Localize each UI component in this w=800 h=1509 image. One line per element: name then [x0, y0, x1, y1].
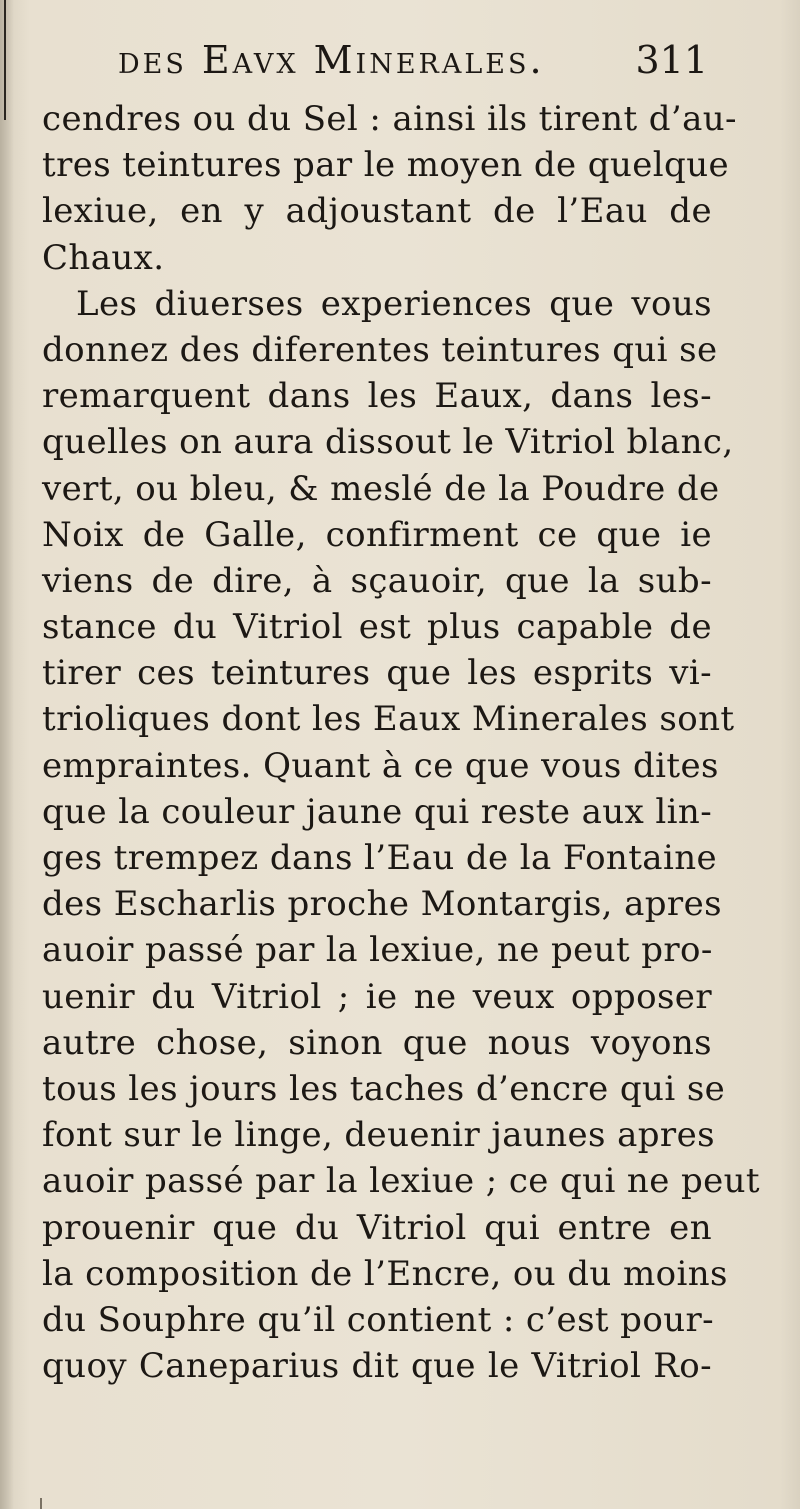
text-line: autre chose, sinon que nous voyons [42, 1022, 712, 1063]
text-line: ges trempez dans l’Eau de la Fontaine [42, 838, 718, 878]
text-line: font sur le linge, deuenir jaunes apres [42, 1115, 715, 1156]
text-line: viens de dire, à sçauoir, que la sub- [42, 560, 712, 601]
gutter-shadow [0, 0, 14, 1509]
text-line: remarquent dans les Eaux, dans les- [42, 376, 712, 417]
text-line: stance du Vitriol est plus capable de [42, 607, 712, 648]
text-line: Noix de Galle, confirment ce que ie [42, 514, 712, 555]
text-line: auoir passé par la lexiue ; ce qui ne peut [42, 1161, 760, 1202]
text-line: prouenir que du Vitriol qui entre en [42, 1207, 712, 1248]
text-line: cendres ou du Sel : ainsi ils tirent d’au- [42, 99, 737, 139]
text-line: uenir du Vitriol ; ie ne veux opposer [42, 976, 712, 1017]
text-line: auoir passé par la lexiue, ne peut pro- [42, 930, 713, 971]
text-line: tous les jours les taches d’encre qui se [42, 1068, 726, 1109]
text-line: trioliques dont les Eaux Minerales sont [42, 699, 735, 740]
running-title: des Eavx Minerales. [118, 38, 545, 82]
page-edge-mark [40, 1498, 42, 1509]
text-line: Les diuerses experiences que vous [76, 283, 712, 324]
text-line: que la couleur jaune qui reste aux lin- [42, 791, 713, 832]
text-line: empraintes. Quant à ce que vous dites [42, 745, 719, 786]
binding-edge [4, 0, 6, 120]
text-line: tres teintures par le moyen de quelque [42, 145, 730, 186]
text-line: des Escharlis proche Montargis, apres [42, 884, 722, 925]
page-number: 311 [635, 38, 708, 82]
text-line: tirer ces teintures que les esprits vi- [42, 653, 712, 694]
text-line: quoy Caneparius dit que le Vitriol Ro- [42, 1346, 712, 1387]
page-header [118, 38, 708, 90]
text-line: quelles on aura dissout le Vitriol blanc, [42, 422, 734, 463]
text-line: Chaux. [42, 237, 165, 278]
text-line: la composition de l’Encre, ou du moins [42, 1253, 728, 1294]
body-text [42, 96, 760, 1389]
text-line: donnez des diferentes teintures qui se [42, 329, 718, 370]
text-line: vert, ou bleu, & meslé de la Poudre de [42, 468, 720, 509]
text-line: lexiue, en y adjoustant de l’Eau de [42, 191, 712, 232]
text-line: du Souphre qu’il contient : c’est pour- [42, 1299, 715, 1340]
